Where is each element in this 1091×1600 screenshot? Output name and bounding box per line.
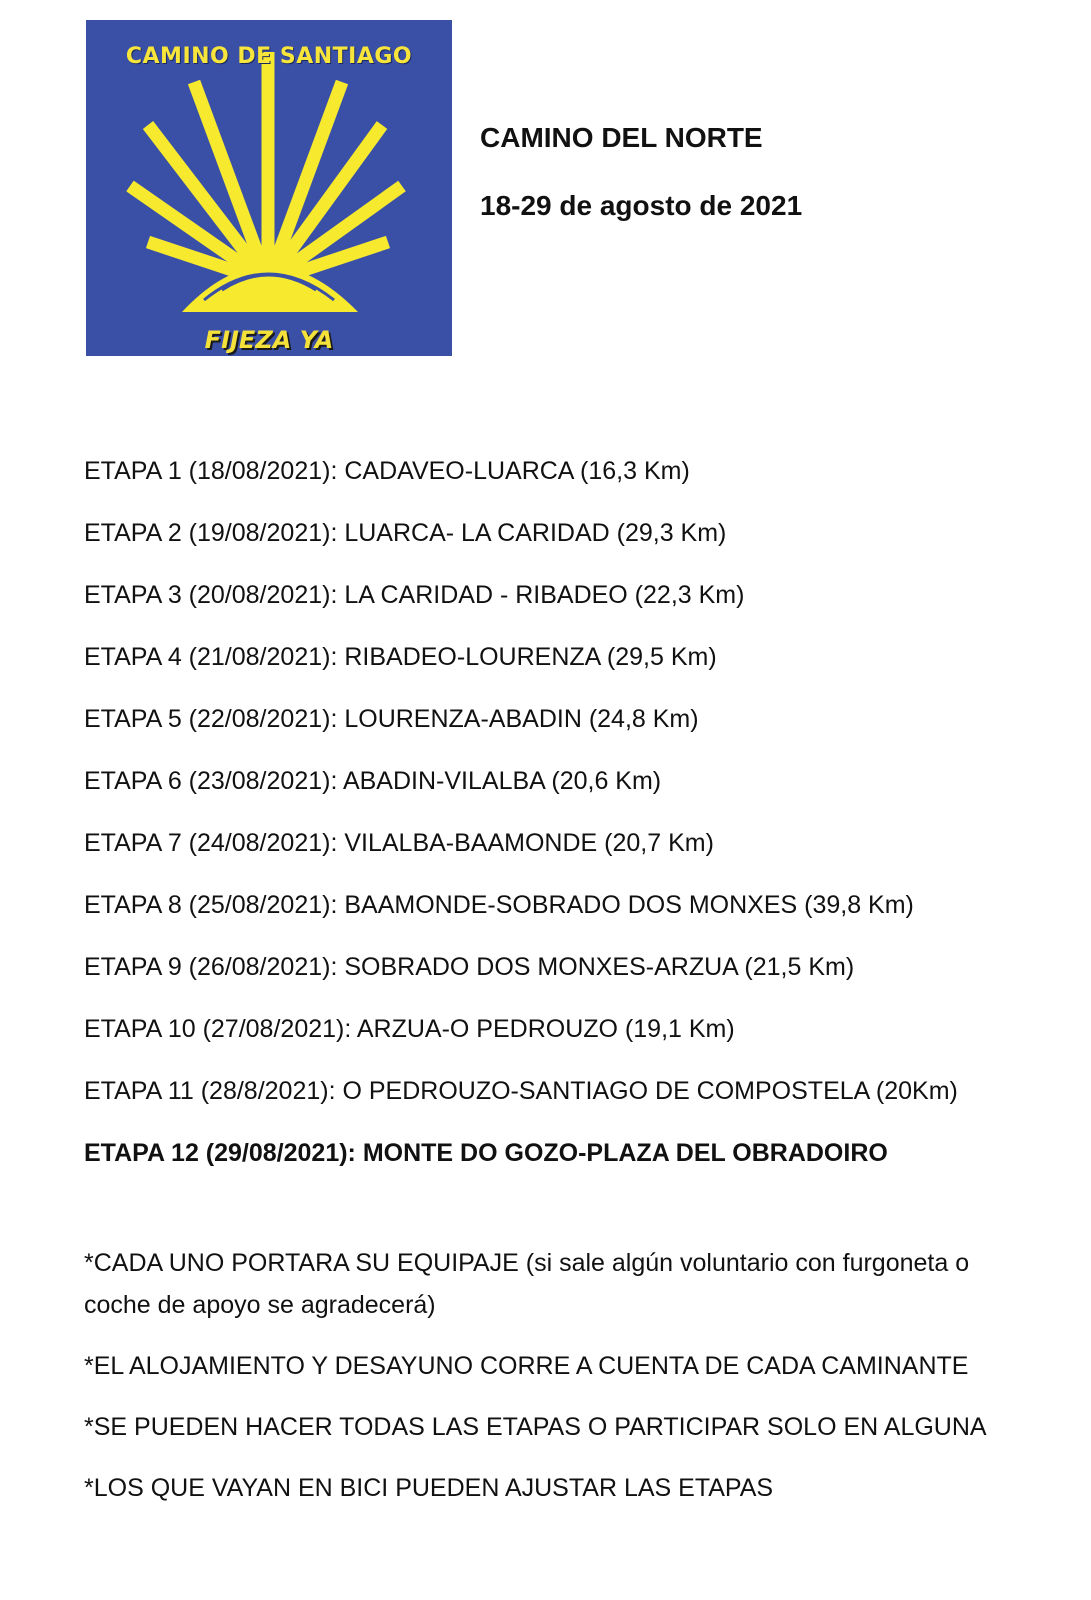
stage-item: ETAPA 8 (25/08/2021): BAAMONDE-SOBRADO DOS MONXES (39,8 Km) <box>84 891 914 919</box>
scallop-shell-icon <box>86 20 452 356</box>
stage-item: ETAPA 7 (24/08/2021): VILALBA-BAAMONDE (20,7 Km) <box>84 829 714 857</box>
page-title: CAMINO DEL NORTE <box>480 122 763 153</box>
notes-list <box>84 1242 1014 1528</box>
stage-item: ETAPA 3 (20/08/2021): LA CARIDAD - RIBADEO (22,3 Km) <box>84 581 745 609</box>
stage-item: ETAPA 5 (22/08/2021): LOURENZA-ABADIN (24,8 Km) <box>84 705 699 733</box>
stage-list <box>84 440 1044 1184</box>
stage-item: ETAPA 11 (28/8/2021): O PEDROUZO-SANTIAGO DE COMPOSTELA (20Km) <box>84 1077 958 1105</box>
note-item: *EL ALOJAMIENTO Y DESAYUNO CORRE A CUENTA DE CADA CAMINANTE <box>84 1352 969 1380</box>
note-item: *CADA UNO PORTARA SU EQUIPAJE (si sale algún voluntario con furgoneta o coche de apoyo se agradecerá) <box>84 1249 970 1319</box>
stage-item: ETAPA 4 (21/08/2021): RIBADEO-LOURENZA (29,5 Km) <box>84 643 717 671</box>
note-item: *LOS QUE VAYAN EN BICI PUEDEN AJUSTAR LAS ETAPAS <box>84 1474 774 1502</box>
stage-item: ETAPA 6 (23/08/2021): ABADIN-VILALBA (20,6 Km) <box>84 767 662 795</box>
logo-top-text: CAMINO DE SANTIAGO <box>125 44 413 69</box>
stage-item: ETAPA 9 (26/08/2021): SOBRADO DOS MONXES-ARZUA (21,5 Km) <box>84 953 855 981</box>
camino-logo <box>86 20 452 356</box>
note-item: *SE PUEDEN HACER TODAS LAS ETAPAS O PARTICIPAR SOLO EN ALGUNA <box>84 1413 987 1441</box>
stage-item: ETAPA 10 (27/08/2021): ARZUA-O PEDROUZO (19,1 Km) <box>84 1015 735 1043</box>
logo-bottom-text: FIJEZA YA <box>204 326 334 354</box>
stage-item: ETAPA 2 (19/08/2021): LUARCA- LA CARIDAD (29,3 Km) <box>84 519 727 547</box>
stage-item: ETAPA 1 (18/08/2021): CADAVEO-LUARCA (16,3 Km) <box>84 457 690 485</box>
event-date: 18-29 de agosto de 2021 <box>480 190 803 221</box>
stage-item-final: ETAPA 12 (29/08/2021): MONTE DO GOZO-PLAZA DEL OBRADOIRO <box>84 1139 888 1167</box>
